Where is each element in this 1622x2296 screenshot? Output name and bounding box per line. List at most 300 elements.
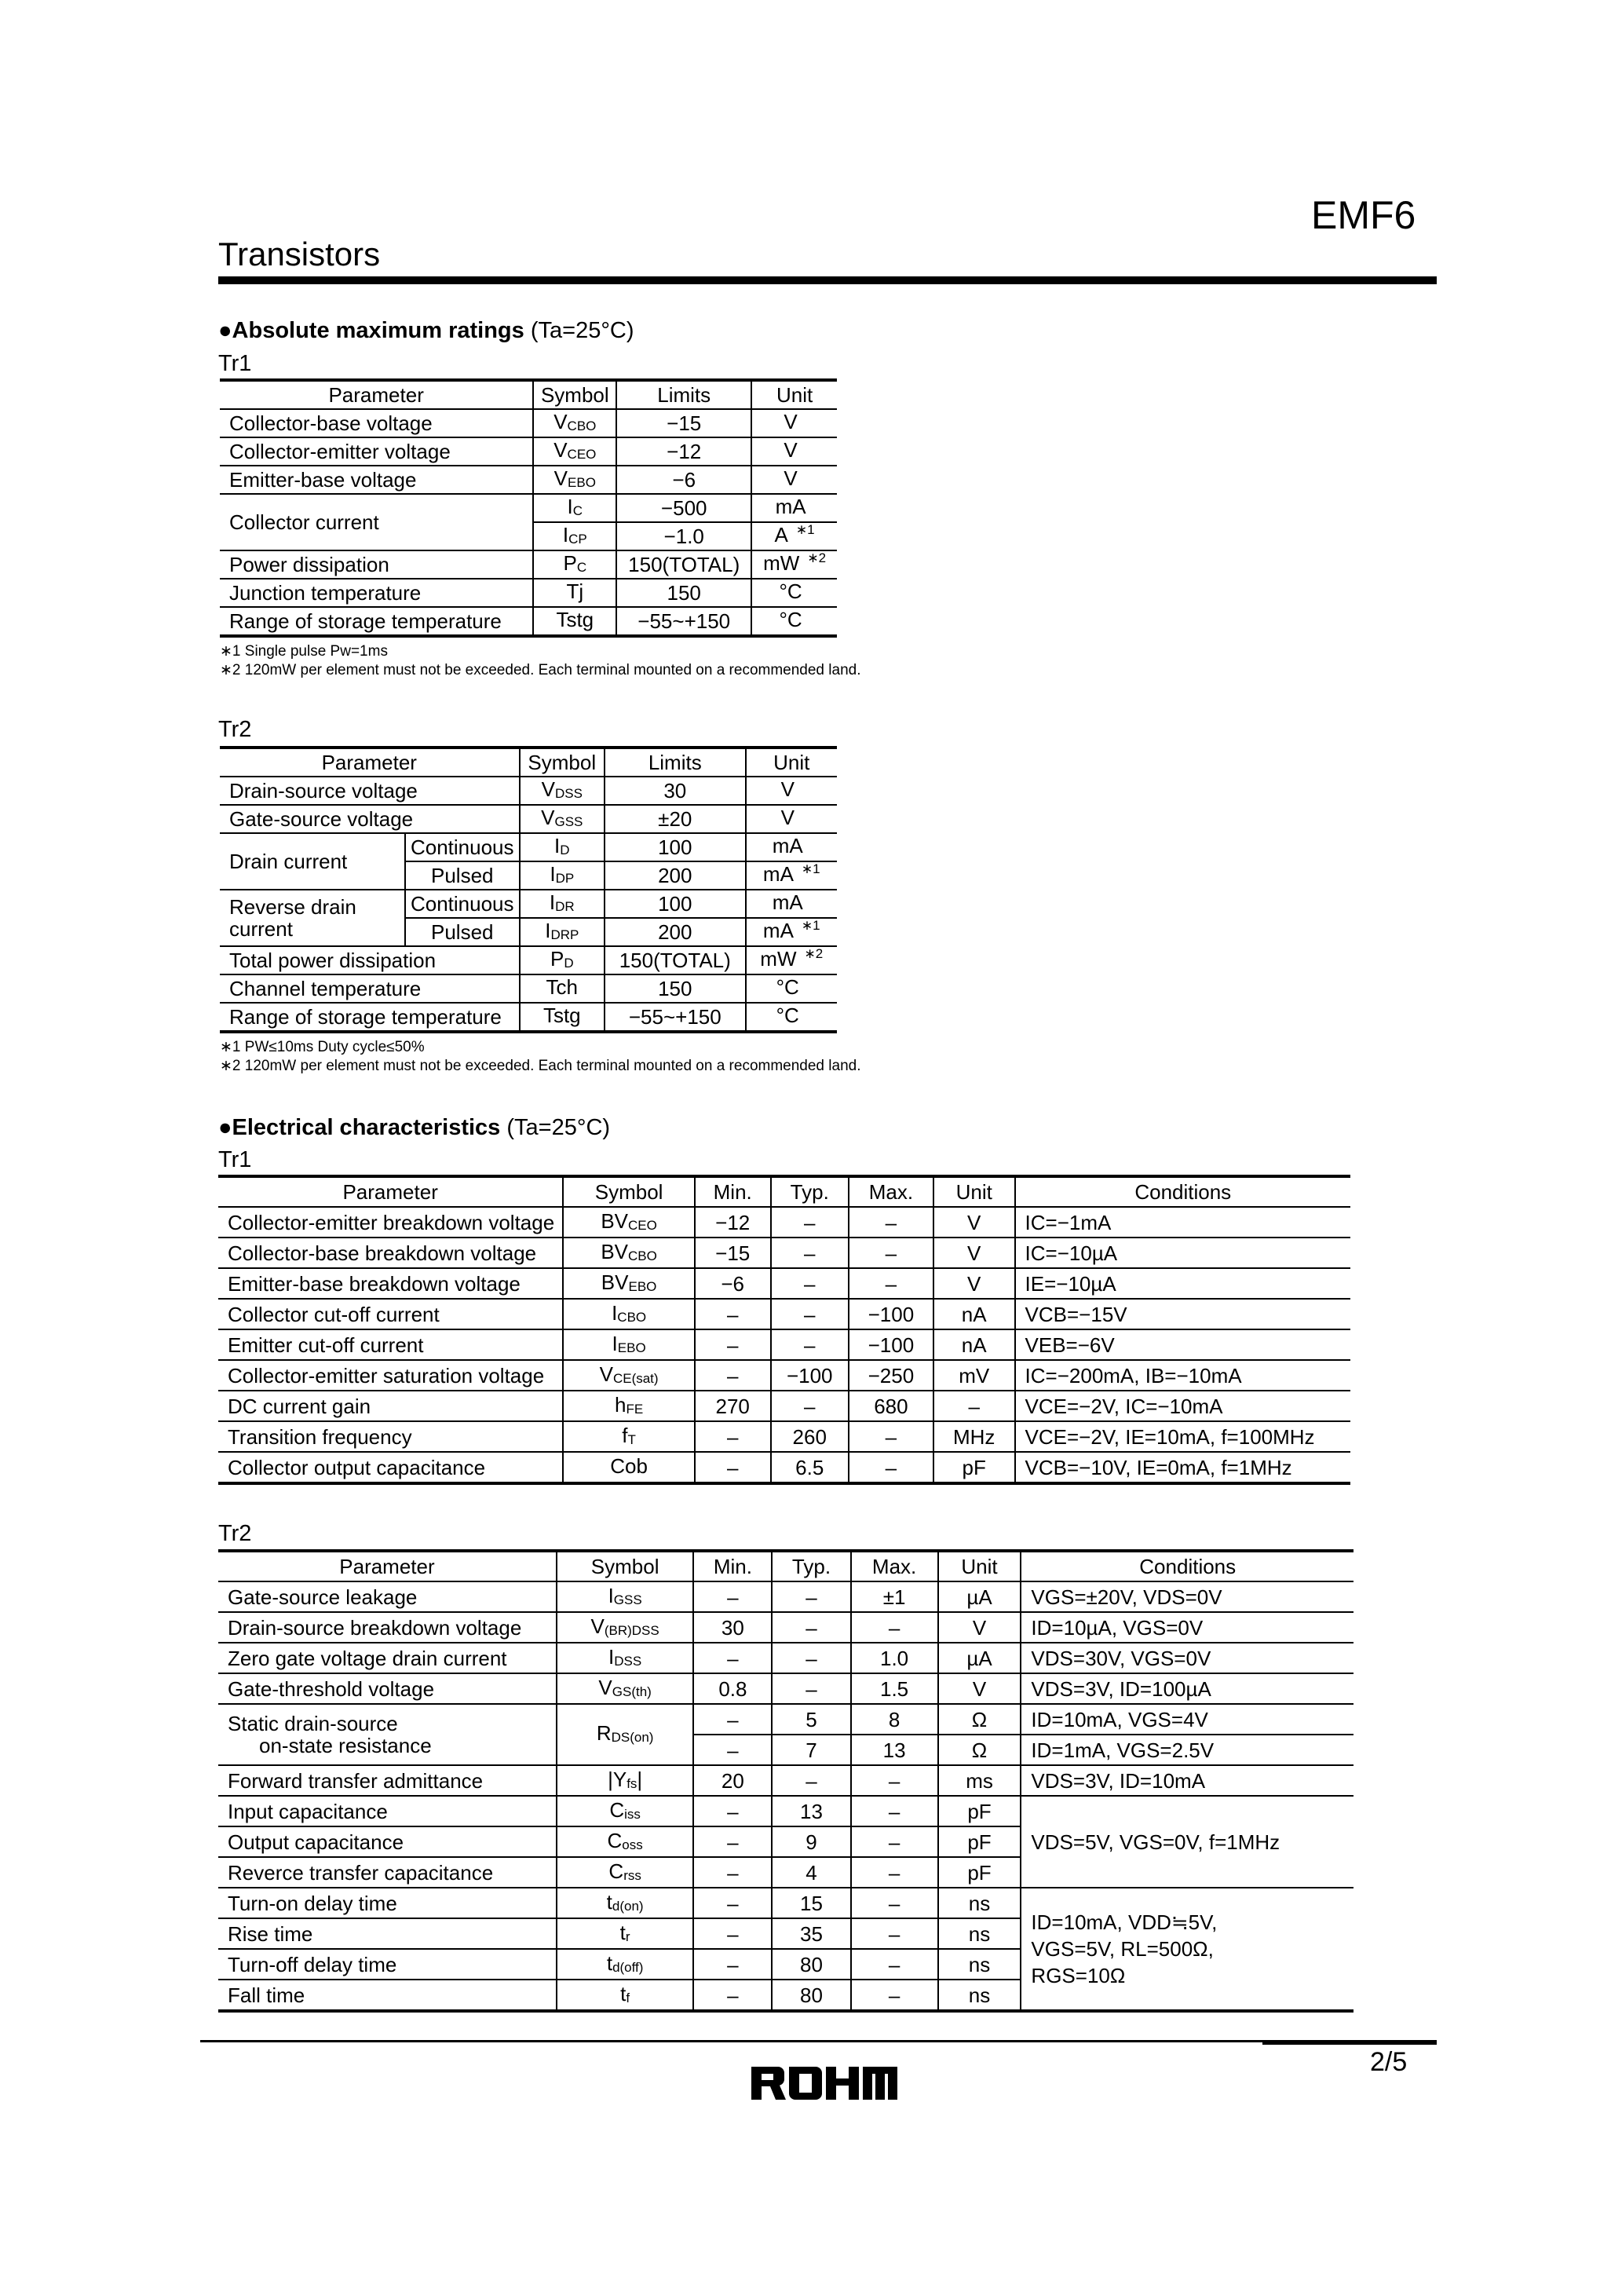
symbol-cell	[563, 1207, 695, 1238]
min-cell: −6	[695, 1268, 771, 1299]
unit: mA	[772, 890, 803, 914]
limit-cell: 200	[605, 918, 745, 946]
min-cell: 0.8	[693, 1673, 772, 1704]
param-cell: Collector-emitter voltage	[220, 437, 533, 466]
param-line: Reverse drain	[229, 895, 356, 919]
unit-cell	[751, 607, 837, 636]
unit: A	[774, 523, 788, 547]
unit-cell: µA	[938, 1581, 1021, 1612]
header-cell: Min.	[695, 1176, 771, 1207]
table-row	[220, 550, 837, 579]
typ-cell: 4	[772, 1857, 850, 1888]
symbol-subscript: DS(on)	[611, 1730, 654, 1745]
param-cell: Range of storage temperature	[220, 607, 533, 636]
symbol: V	[553, 438, 568, 462]
max-cell: 1.0	[851, 1643, 938, 1673]
symbol: C	[608, 1859, 624, 1883]
ec-section-title	[218, 1115, 610, 1141]
note: ∗1 Single pulse Pw=1ms	[220, 643, 388, 660]
typ-cell: 5	[772, 1704, 850, 1735]
cond-cell: VCE=−2V, IC=−10mA	[1015, 1391, 1350, 1421]
param-cell: Reverce transfer capacitance	[218, 1857, 557, 1888]
unit: V	[780, 806, 795, 829]
symbol-subscript: C	[572, 503, 583, 518]
min-cell: –	[693, 1857, 772, 1888]
symbol-subscript: EBO	[617, 1340, 646, 1355]
symbol-subscript: CE(sat)	[612, 1370, 659, 1386]
param-line: Static drain-source	[228, 1712, 398, 1735]
max-cell: –	[851, 1765, 938, 1796]
header-cell: Parameter	[220, 380, 533, 409]
table-row	[218, 1268, 1350, 1299]
unit-cell	[746, 1003, 837, 1032]
max-cell: –	[851, 1796, 938, 1826]
table-row	[218, 1329, 1350, 1360]
footer-rule-thick	[1262, 2042, 1437, 2045]
cond-cell: VDS=5V, VGS=0V, f=1MHz	[1021, 1796, 1353, 1888]
limit-cell: 30	[605, 777, 745, 805]
param-cell: Collector-base voltage	[229, 411, 433, 435]
symbol-subscript: DR	[555, 899, 575, 914]
symbol: f	[622, 1423, 628, 1447]
unit-cell: µA	[938, 1643, 1021, 1673]
param-cell: Total power dissipation	[220, 946, 520, 974]
header-cell: Max.	[851, 1551, 938, 1581]
typ-cell: –	[772, 1643, 850, 1673]
note-ref: ∗1	[801, 861, 820, 876]
unit-cell: ns	[938, 1918, 1021, 1949]
amr-tr2-notes	[220, 1038, 860, 1076]
sub-param-cell: Continuous	[405, 833, 520, 861]
symbol-subscript: d(on)	[612, 1898, 644, 1914]
min-cell: –	[693, 1888, 772, 1918]
symbol-cell	[520, 861, 605, 890]
table-row	[220, 974, 837, 1003]
symbol: P	[563, 551, 577, 575]
table-row	[220, 946, 837, 974]
symbol: C	[607, 1828, 623, 1852]
symbol: Tstg	[556, 608, 594, 631]
param-cell: Input capacitance	[218, 1796, 557, 1826]
limit-cell: −55~+150	[616, 607, 751, 636]
max-cell: –	[851, 1612, 938, 1643]
amr-section-title	[218, 318, 634, 344]
symbol-cell	[520, 918, 605, 946]
table-row	[218, 1888, 1353, 1918]
header-cell: Unit	[751, 380, 837, 409]
header-cell: Symbol	[557, 1551, 693, 1581]
symbol-cell	[533, 550, 616, 579]
category-title: Transistors	[218, 236, 381, 272]
header-cell: Typ.	[771, 1176, 849, 1207]
min-cell: –	[693, 1581, 772, 1612]
cond-cell: IC=−10µA	[1015, 1238, 1350, 1268]
table-row	[218, 1207, 1350, 1238]
min-cell: –	[693, 1826, 772, 1857]
symbol-subscript: FE	[626, 1401, 644, 1417]
amr-title: Absolute maximum ratings	[232, 318, 524, 343]
symbol: V	[553, 466, 568, 490]
table-row	[218, 1581, 1353, 1612]
symbol-subscript: (BR)DSS	[604, 1622, 659, 1638]
cond-cell: VCE=−2V, IE=10mA, f=100MHz	[1015, 1421, 1350, 1452]
min-cell: 30	[693, 1612, 772, 1643]
unit: °C	[776, 975, 799, 999]
symbol-subscript: iss	[624, 1806, 641, 1822]
header-cell: Symbol	[520, 748, 605, 777]
unit-cell: V	[933, 1238, 1015, 1268]
typ-cell: 80	[772, 1980, 850, 2011]
symbol: Tj	[566, 579, 584, 603]
symbol-subscript: DSS	[554, 786, 583, 801]
footer-rule	[200, 2040, 1437, 2042]
symbol-subscript: GSS	[554, 814, 583, 829]
max-cell: –	[851, 1980, 938, 2011]
amr-tr1-table	[220, 378, 837, 638]
param-cell: Zero gate voltage drain current	[218, 1643, 557, 1673]
rohm-logo	[750, 2065, 899, 2105]
param-cell: Turn-on delay time	[218, 1888, 557, 1918]
symbol-cell	[520, 974, 605, 1003]
symbol: Tch	[546, 975, 579, 999]
min-cell: 20	[693, 1765, 772, 1796]
symbol-subscript: CBO	[567, 419, 597, 433]
unit-cell: MHz	[933, 1421, 1015, 1452]
note: ∗1 PW≤10ms Duty cycle≤50%	[220, 1039, 425, 1055]
note-ref: ∗2	[804, 946, 824, 961]
param-cell: Collector-base breakdown voltage	[218, 1238, 563, 1268]
table-row	[220, 494, 837, 522]
max-cell: –	[851, 1888, 938, 1918]
ec-tr2-label: Tr2	[218, 1521, 252, 1546]
typ-cell: –	[771, 1329, 849, 1360]
symbol: I	[608, 1583, 614, 1607]
symbol: t	[620, 1981, 627, 2005]
cond-cell: VGS=±20V, VDS=0V	[1021, 1581, 1353, 1612]
symbol-cell	[533, 522, 616, 550]
symbol: t	[619, 1920, 626, 1944]
symbol: C	[609, 1797, 625, 1822]
header-cell: Parameter	[218, 1176, 563, 1207]
typ-cell: –	[772, 1765, 850, 1796]
param-cell: Drain-source breakdown voltage	[218, 1612, 557, 1643]
cond-cell: VEB=−6V	[1015, 1329, 1350, 1360]
unit-cell	[746, 861, 837, 890]
table-row	[218, 1238, 1350, 1268]
symbol: V	[541, 777, 555, 801]
param-cell: Rise time	[218, 1918, 557, 1949]
symbol-cell	[557, 1888, 693, 1918]
symbol-subscript: EBO	[628, 1278, 657, 1294]
param-cell: Collector cut-off current	[218, 1299, 563, 1329]
note: ∗2 120mW per element must not be exceeded. Each terminal mounted on a recommended land.	[220, 1058, 861, 1074]
symbol-cell	[557, 1949, 693, 1980]
param-cell: Channel temperature	[220, 974, 520, 1003]
ec-condition: (Ta=25°C)	[506, 1115, 611, 1140]
table-row	[218, 1452, 1350, 1483]
typ-cell: 7	[772, 1735, 850, 1765]
limit-cell: 200	[605, 861, 745, 890]
limit-cell: ±20	[605, 805, 745, 833]
header-cell: Max.	[849, 1176, 933, 1207]
unit: V	[780, 777, 795, 801]
header-cell: Unit	[746, 748, 837, 777]
typ-cell: –	[772, 1581, 850, 1612]
note-ref: ∗1	[801, 918, 820, 933]
param-cell: Drain current	[220, 833, 405, 890]
symbol: h	[615, 1392, 627, 1417]
symbol-cell: $|Y_{fs}|$	[557, 1765, 693, 1796]
param-cell: Drain-source voltage	[229, 779, 418, 803]
param-cell: Power dissipation	[220, 550, 533, 579]
table-row	[220, 579, 837, 607]
symbol-subscript: d(off)	[612, 1959, 644, 1975]
header-rule	[218, 276, 1437, 284]
symbol-cell	[557, 1980, 693, 2011]
table-row	[218, 1796, 1353, 1826]
typ-cell: –	[771, 1268, 849, 1299]
typ-cell: –	[771, 1299, 849, 1329]
symbol-subscript: fs	[627, 1775, 637, 1791]
table-row	[218, 1360, 1350, 1391]
cond-cell: VCB=−10V, IE=0mA, f=1MHz	[1015, 1452, 1350, 1483]
symbol-subscript: CP	[568, 532, 587, 547]
cond-line: RGS=10Ω	[1031, 1964, 1126, 1987]
amr-tr2-table	[220, 746, 837, 1033]
max-cell: 680	[849, 1391, 933, 1421]
symbol: I	[562, 523, 569, 547]
symbol-cell	[533, 579, 616, 607]
header-cell: Parameter	[218, 1551, 557, 1581]
cond-cell: IE=−10µA	[1015, 1268, 1350, 1299]
symbol-cell	[563, 1391, 695, 1421]
symbol: Tstg	[542, 1004, 581, 1027]
symbol-cell	[520, 946, 605, 974]
unit-cell	[746, 974, 837, 1003]
limit-cell: −500	[616, 494, 751, 522]
unit: V	[784, 466, 798, 490]
unit-cell: pF	[938, 1826, 1021, 1857]
symbol-cell	[533, 409, 616, 437]
symbol: R	[596, 1721, 612, 1745]
param-cell: Emitter cut-off current	[218, 1329, 563, 1360]
symbol-subscript: CEO	[628, 1217, 657, 1233]
symbol-cell	[563, 1299, 695, 1329]
limit-cell: 150(TOTAL)	[605, 946, 745, 974]
header-cell: Limits	[616, 380, 751, 409]
min-cell: –	[693, 1735, 772, 1765]
min-cell: 270	[695, 1391, 771, 1421]
table-row	[218, 1673, 1353, 1704]
min-cell: –	[693, 1643, 772, 1673]
unit-cell: pF	[933, 1452, 1015, 1483]
unit-cell: ns	[938, 1949, 1021, 1980]
limit-cell: −1.0	[616, 522, 751, 550]
symbol: BV	[601, 1239, 629, 1263]
unit: °C	[779, 579, 802, 603]
symbol-subscript: GSS	[613, 1592, 642, 1607]
unit-cell: Ω	[938, 1735, 1021, 1765]
cond-line: ID=10mA, VDD≒5V,	[1031, 1910, 1218, 1934]
table-row	[220, 607, 837, 636]
max-cell: –	[849, 1268, 933, 1299]
min-cell: −12	[695, 1207, 771, 1238]
symbol-subscript: rss	[623, 1867, 641, 1883]
limit-cell: 150	[616, 579, 751, 607]
symbol: I	[550, 862, 556, 886]
amr-tr1-label: Tr1	[218, 351, 252, 376]
sub-param-cell: Continuous	[405, 890, 520, 918]
unit-cell	[746, 946, 837, 974]
symbol: V	[598, 1675, 612, 1699]
cond-cell: ID=1mA, VGS=2.5V	[1021, 1735, 1353, 1765]
typ-cell: −100	[771, 1360, 849, 1391]
unit-cell: mV	[933, 1360, 1015, 1391]
typ-cell: 260	[771, 1421, 849, 1452]
symbol: t	[606, 1889, 612, 1914]
note: ∗2 120mW per element must not be exceeded. Each terminal mounted on a recommended land.	[220, 662, 861, 678]
table-row	[220, 833, 837, 861]
unit: °C	[776, 1004, 799, 1027]
symbol-cell	[557, 1826, 693, 1857]
limit-cell: 100	[605, 890, 745, 918]
symbol: I	[549, 890, 556, 914]
table-row	[218, 1391, 1350, 1421]
param-cell: Collector output capacitance	[218, 1452, 563, 1483]
unit-cell: Ω	[938, 1704, 1021, 1735]
symbol: BV	[601, 1270, 629, 1294]
table-row	[218, 1612, 1353, 1643]
amr-condition: (Ta=25°C)	[530, 318, 634, 343]
header-cell: Unit	[933, 1176, 1015, 1207]
symbol-cell	[520, 805, 605, 833]
param-cell: DC current gain	[218, 1391, 563, 1421]
symbol: V	[590, 1614, 605, 1638]
symbol-subscript: GS(th)	[612, 1684, 652, 1699]
table-row	[220, 1003, 837, 1032]
param-cell: Gate-threshold voltage	[218, 1673, 557, 1704]
cond-cell: IC=−200mA, IB=−10mA	[1015, 1360, 1350, 1391]
min-cell: –	[695, 1421, 771, 1452]
unit: V	[784, 410, 798, 433]
unit-cell	[751, 466, 837, 494]
cond-cell: VDS=30V, VGS=0V	[1021, 1643, 1353, 1673]
symbol: V	[599, 1362, 613, 1386]
unit-cell: ns	[938, 1888, 1021, 1918]
unit-cell: ms	[938, 1765, 1021, 1796]
table-row	[220, 437, 837, 466]
symbol: |Y	[608, 1767, 627, 1791]
unit-cell	[751, 437, 837, 466]
max-cell: −250	[849, 1360, 933, 1391]
param-line: on-state resistance	[259, 1734, 432, 1757]
symbol-subscript: D	[564, 956, 574, 971]
typ-cell: –	[772, 1673, 850, 1704]
max-cell: ±1	[851, 1581, 938, 1612]
unit-cell: nA	[933, 1329, 1015, 1360]
symbol-cell	[520, 833, 605, 861]
typ-cell: –	[772, 1612, 850, 1643]
param-cell: Turn-off delay time	[218, 1949, 557, 1980]
bullet-icon: ●	[218, 318, 232, 343]
unit: V	[784, 438, 798, 462]
symbol-cell	[563, 1238, 695, 1268]
unit-cell	[746, 918, 837, 946]
symbol-subscript: DSS	[614, 1653, 642, 1669]
ec-title: Electrical characteristics	[232, 1115, 501, 1140]
limit-cell: −55~+150	[605, 1003, 745, 1032]
symbol-subscript: r	[625, 1929, 630, 1944]
symbol: V	[541, 806, 555, 829]
cond-cell: IC=−1mA	[1015, 1207, 1350, 1238]
unit: mA	[762, 919, 794, 942]
symbol-subscript: DP	[555, 871, 575, 886]
limit-cell: −12	[616, 437, 751, 466]
param-cell: Gate-source leakage	[228, 1585, 418, 1609]
typ-cell: –	[771, 1238, 849, 1268]
symbol-cell	[563, 1360, 695, 1391]
symbol-cell	[557, 1612, 693, 1643]
min-cell: –	[695, 1329, 771, 1360]
unit-cell	[751, 550, 837, 579]
unit-cell	[751, 494, 837, 522]
param-cell: Collector-emitter saturation voltage	[218, 1360, 563, 1391]
cond-cell: VDS=3V, ID=10mA	[1021, 1765, 1353, 1796]
typ-cell: –	[771, 1207, 849, 1238]
typ-cell: 80	[772, 1949, 850, 1980]
typ-cell: 6.5	[771, 1452, 849, 1483]
cond-cell: VDS=3V, ID=100µA	[1021, 1673, 1353, 1704]
symbol-subscript: CBO	[628, 1248, 657, 1263]
header-cell: Typ.	[772, 1551, 850, 1581]
table-row	[220, 777, 837, 805]
symbol-cell	[557, 1673, 693, 1704]
symbol-cell	[563, 1421, 695, 1452]
unit: mA	[772, 834, 803, 857]
typ-cell: 35	[772, 1918, 850, 1949]
symbol-cell	[533, 466, 616, 494]
symbol: BV	[601, 1208, 629, 1233]
symbol-cell	[520, 1003, 605, 1032]
symbol: Cob	[610, 1453, 648, 1478]
header-cell: Unit	[938, 1551, 1021, 1581]
symbol-cell	[563, 1452, 695, 1483]
symbol-cell	[557, 1796, 693, 1826]
symbol-subscript: T	[627, 1431, 636, 1447]
unit-cell: pF	[938, 1796, 1021, 1826]
typ-cell: 15	[772, 1888, 850, 1918]
param-cell: Range of storage temperature	[220, 1003, 520, 1032]
param-cell	[218, 1704, 557, 1765]
cond-cell	[1021, 1888, 1353, 2011]
min-cell: –	[693, 1949, 772, 1980]
symbol-cell	[533, 494, 616, 522]
unit: mW	[763, 551, 800, 575]
symbol-cell	[557, 1581, 693, 1612]
table-row	[218, 1421, 1350, 1452]
max-cell: –	[851, 1826, 938, 1857]
limit-cell: 150	[605, 974, 745, 1003]
symbol-subscript: CBO	[617, 1309, 647, 1325]
unit-cell: ns	[938, 1980, 1021, 2011]
table-row	[218, 1704, 1353, 1735]
symbol: P	[550, 947, 564, 971]
symbol: I	[554, 834, 561, 857]
cond-cell: ID=10mA, VGS=4V	[1021, 1704, 1353, 1735]
header-cell: Parameter	[220, 748, 520, 777]
param-cell: Fall time	[218, 1980, 557, 2011]
header-cell: Conditions	[1021, 1551, 1353, 1581]
